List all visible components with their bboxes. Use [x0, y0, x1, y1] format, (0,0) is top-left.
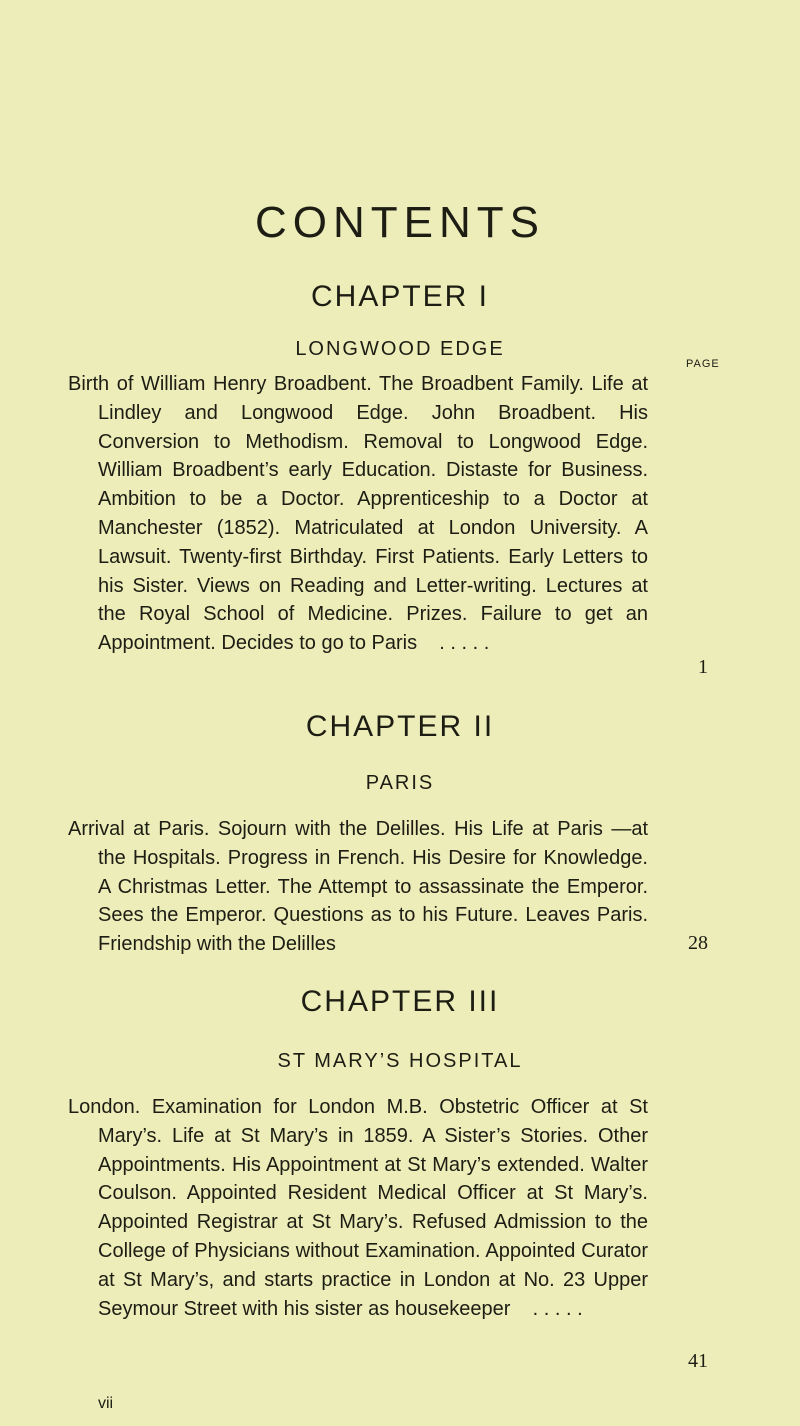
chapter-2-summary-text: Arrival at Paris. Sojourn with the Delilles. His Life at Paris —at the Hospitals. Progress in French. His Desire for Knowledge. A Christmas Letter. The Attempt to assassinate the Emperor. Sees the Emperor. Questions as to his Future. Leaves Paris. Friendship with the Delilles [68, 818, 648, 956]
chapter-3-summary-text: London. Examination for London M.B. Obstetric Officer at St Mary’s. Life at St Mary’s in 1859. A Sister’s Stories. Other Appointments. His Appointment at St Mary’s extended. Walter Coulson. Appointed Resident Medical Officer at St Mary’s. Appointed Registrar at St Mary’s. Refused Admission to the College of Physicians without Examination. Appointed Curator at St Mary’s, and starts practice in London at No. 23 Upper Seymour Street with his sister as housekeeper [68, 1096, 648, 1320]
chapter-2-summary [68, 815, 648, 959]
chapter-2-subtitle: PARIS [365, 772, 435, 794]
chapter-1-page-number: 1 [698, 656, 708, 678]
chapter-3-subtitle: ST MARY’S HOSPITAL [277, 1050, 523, 1072]
chapter-3-page-number: 41 [688, 1350, 708, 1372]
chapter-1-summary-text: Birth of William Henry Broadbent. The Broadbent Family. Life at Lindley and Longwood Edge. John Broadbent. His Conversion to Methodism. Removal to Longwood Edge. William Broadbent’s early Education. Distaste for Business. Ambition to be a Doctor. Apprenticeship to a Doctor at Manchester (1852). Matriculated at London University. A Lawsuit. Twenty-first Birthday. First Patients. Early Letters to his Sister. Views on Reading and Letter-writing. Lectures at the Royal School of Medicine. Prizes. Failure to get an Appointment. Decides to go to Paris [68, 373, 648, 655]
chapter-3-heading: CHAPTER III [300, 985, 500, 1018]
chapter-1-summary [68, 370, 648, 658]
chapter-1-heading: CHAPTER I [310, 280, 490, 313]
chapter-3-leader: . . . . . [532, 1297, 583, 1320]
chapter-2-heading: CHAPTER II [305, 710, 495, 743]
page-column-label: PAGE [686, 358, 720, 370]
folio-page-number: vii [98, 1395, 114, 1412]
chapter-1-leader: . . . . . [439, 632, 490, 655]
chapter-1-subtitle: LONGWOOD EDGE [295, 338, 505, 360]
chapter-3-summary [68, 1093, 648, 1323]
page-title: CONTENTS [255, 198, 545, 247]
chapter-2-page-number: 28 [688, 932, 708, 954]
